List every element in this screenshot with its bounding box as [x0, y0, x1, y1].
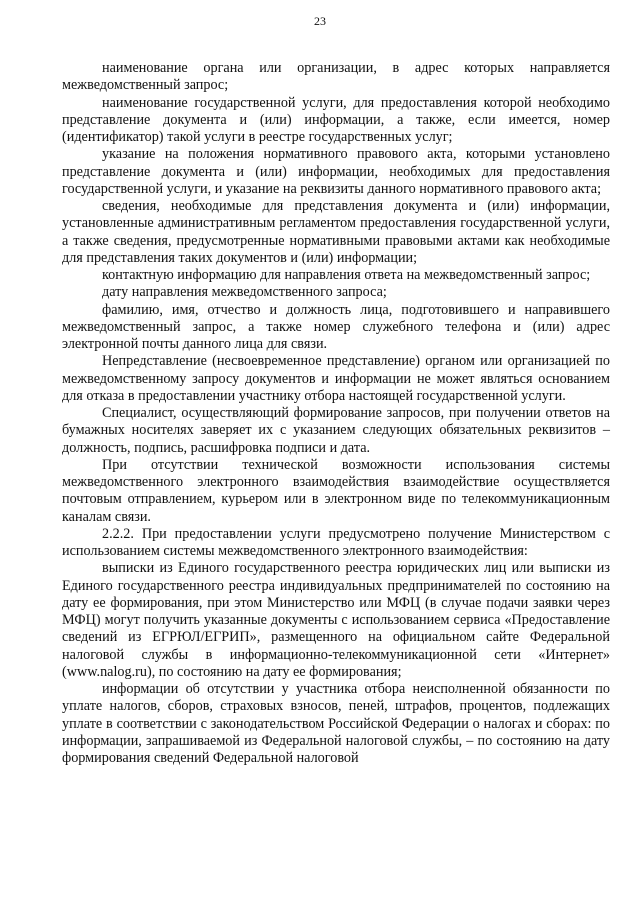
paragraph: наименование государственной услуги, для предоставления которой необходимо представление документа и (или) информации, а также, если имеется, номер (идентификатор) такой услуги в реестре государственных услуг; — [62, 94, 610, 145]
paragraph: Специалист, осуществляющий формирование запросов, при получении ответов на бумажных носителях заверяет их с указанием следующих обязательных реквизитов – должность, подпись, расшифровка подписи и дата. — [62, 405, 610, 456]
paragraph: Непредставление (несвоевременное представление) органом или организацией по межведомственному запросу документов и информации не может являться основанием для отказа в предоставлении участнику отбора настоящей государственной услуги. — [62, 353, 610, 404]
paragraph: контактную информацию для направления ответа на межведомственный запрос; — [102, 267, 591, 283]
paragraph: информации об отсутствии у участника отбора неисполненной обязанности по уплате налогов, сборов, страховых взносов, пеней, штрафов, процентов, подлежащих уплате в соответствии с законодательством Российской Федерации о налогах и сборах: по информации, запрашиваемой из Федеральной налоговой службы, – по состоянию на дату формирования сведений Федеральной налоговой — [62, 681, 610, 766]
document-body — [62, 60, 610, 767]
paragraph: указание на положения нормативного правового акта, которыми установлено представление документа и (или) информации, необходимых для предоставления государственной услуги, и указание на реквизиты данного нормативного правового акта; — [62, 146, 610, 197]
paragraph: фамилию, имя, отчество и должность лица, подготовившего и направившего межведомственный запрос, а также номер служебного телефона и (или) адрес электронной почты данного лица для связи. — [62, 301, 610, 352]
paragraph: 2.2.2. При предоставлении услуги предусмотрено получение Министерством с использованием системы межведомственного электронного взаимодействия: — [62, 525, 610, 559]
paragraph: наименование органа или организации, в адрес которых направляется межведомственный запрос; — [62, 60, 610, 94]
page-number: 23 — [314, 14, 326, 28]
paragraph: дату направления межведомственного запроса; — [102, 284, 387, 301]
paragraph: При отсутствии технической возможности использования системы межведомственного электронного взаимодействия взаимодействие осуществляется почтовым отправлением, курьером или в электронном виде по телекоммуникационным каналам связи. — [62, 456, 610, 525]
paragraph: сведения, необходимые для представления документа и (или) информации, установленные административным регламентом предоставления государственной услуги, а также сведения, предусмотренные нормативными правовыми актами как необходимые для представления таких документов и (или) информации; — [62, 198, 610, 266]
paragraph: выписки из Единого государственного реестра юридических лиц или выписки из Единого государственного реестра индивидуальных предпринимателей по состоянию на дату ее формирования, при этом Министерство или МФЦ (в случае подачи заявки через МФЦ) могут получить указанные документы с использованием сервиса «Предоставление сведений из ЕГРЮЛ/ЕГРИП», размещенного на официальном сайте Федеральной налоговой службы в информационно-телекоммуникационной сети «Интернет» (www.nalog.ru), по состоянию на дату ее формирования; — [62, 560, 610, 680]
